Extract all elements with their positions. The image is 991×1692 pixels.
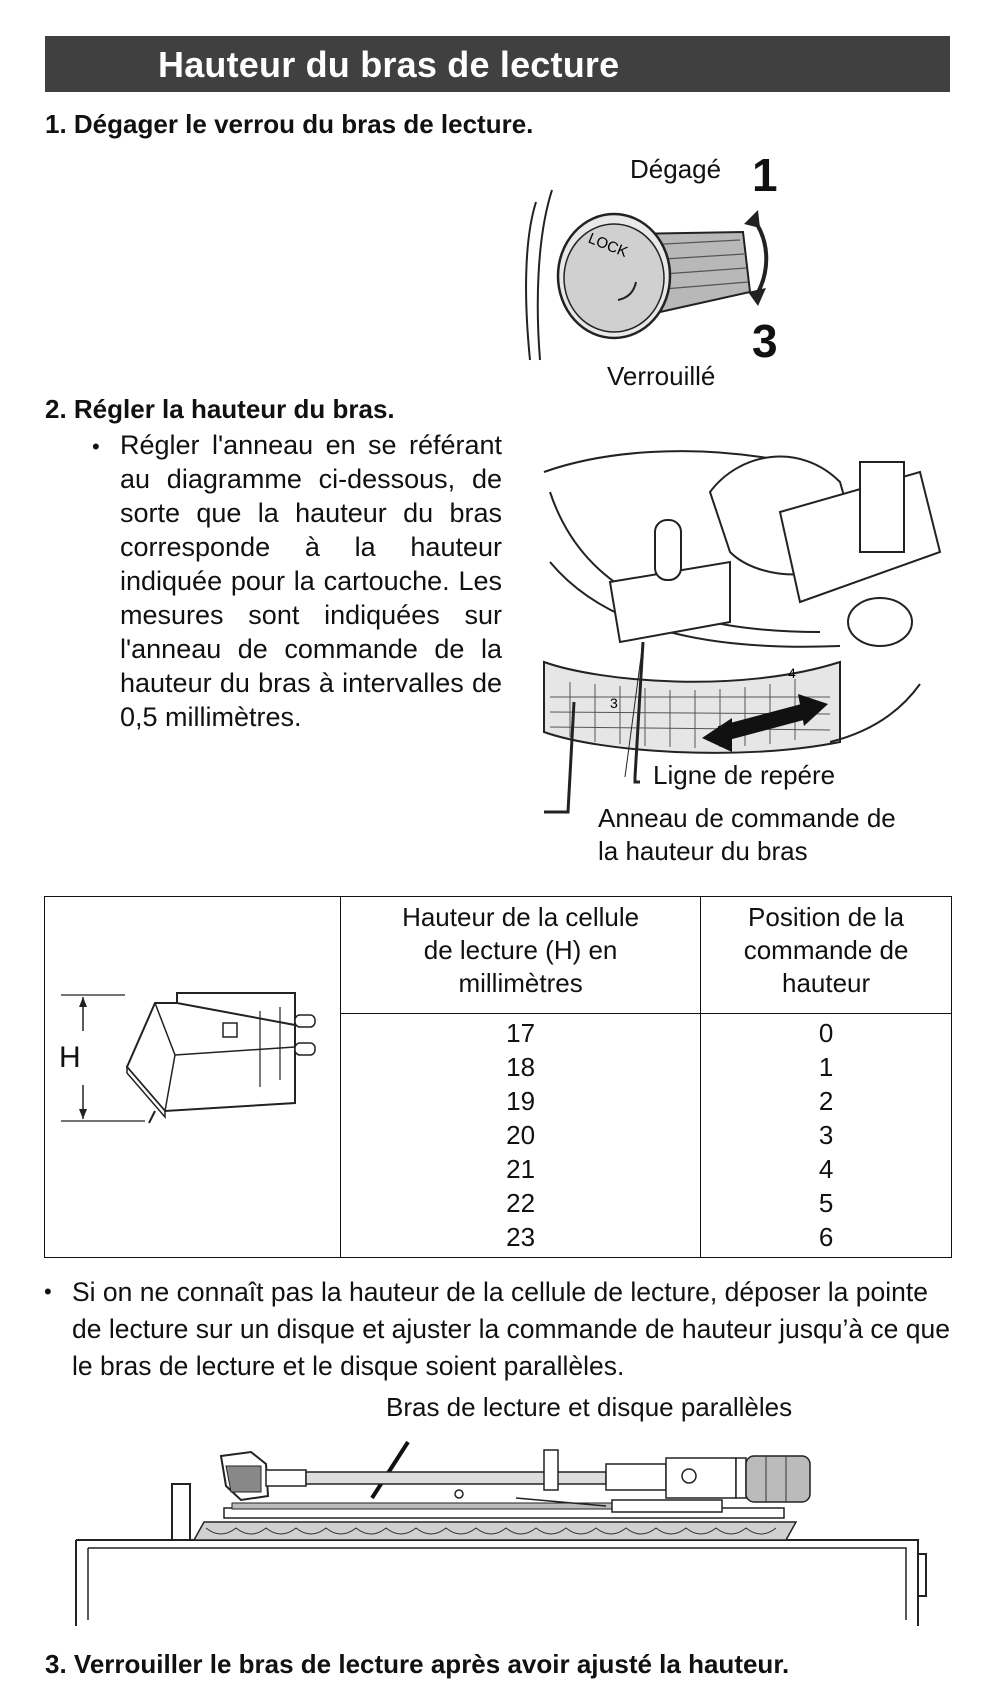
height-value: 22 (506, 1188, 536, 1218)
note-text: Si on ne connaît pas la hauteur de la cellule de lecture, déposer la pointe de lecture sur un disque et ajuster la commande de hauteur jusqu’à ce que le bras de lecture et le disque soient parallèles. (72, 1277, 950, 1381)
header-control-position (701, 897, 952, 1014)
header-height-line: Hauteur de la cellule (402, 902, 640, 932)
height-values (341, 1014, 701, 1258)
header-position-line: hauteur (781, 968, 871, 998)
position-value: 1 (818, 1052, 834, 1082)
position-value: 4 (818, 1154, 834, 1184)
header-height-line: millimètres (458, 968, 583, 998)
height-value: 23 (506, 1222, 536, 1252)
height-table (44, 896, 952, 1258)
step-2-heading: 2. Régler la hauteur du bras. (45, 394, 395, 424)
parallel-arm-label: Bras de lecture et disque parallèles (386, 1392, 793, 1422)
height-value: 19 (506, 1086, 536, 1116)
ring-scale-4: 4 (788, 665, 796, 681)
turntable-illustration (76, 1436, 926, 1626)
step-2-bullet: • (92, 434, 100, 459)
section-title: Hauteur du bras de lecture (158, 44, 620, 85)
position-value: 6 (818, 1222, 834, 1252)
cartridge-cell (45, 897, 341, 1258)
header-cartridge-height (341, 897, 701, 1014)
height-value: 18 (506, 1052, 536, 1082)
height-value: 21 (506, 1154, 536, 1184)
header-position-line: Position de la (748, 902, 905, 932)
height-value: 17 (506, 1018, 536, 1048)
step-1-heading: 1. Dégager le verrou du bras de lecture. (45, 109, 534, 139)
step-2-instructions: Régler l'anneau en se référant au diagramme ci-dessous, de sorte que la hauteur du bras corresponde à la hauteur indiquée pour la cartouche. Les mesures sont indiquées sur l'anneau de commande de la hauteur du bras à intervalles de 0,5 millimètres. (120, 430, 502, 732)
ring-label-line-1: Anneau de commande de (598, 803, 896, 833)
released-label: Dégagé (630, 154, 722, 184)
locked-number: 3 (752, 315, 778, 367)
locked-label: Verrouillé (607, 361, 716, 391)
released-number: 1 (752, 149, 778, 201)
position-values (701, 1014, 952, 1258)
step-3-heading: 3. Verrouiller le bras de lecture après avoir ajusté la hauteur. (45, 1649, 790, 1679)
note-bullet: • (44, 1279, 52, 1304)
cartridge-illustration (55, 985, 335, 1155)
cartridge-height-label: H (59, 1041, 81, 1074)
position-value: 0 (818, 1018, 834, 1048)
position-value: 3 (818, 1120, 834, 1150)
position-value: 2 (818, 1086, 834, 1116)
position-value: 5 (818, 1188, 834, 1218)
reference-line-label: Ligne de repére (653, 760, 836, 790)
lock-engraving: LOCK (585, 229, 630, 261)
ring-label-line-2: la hauteur du bras (598, 836, 808, 866)
header-position-line: commande de (743, 935, 909, 965)
header-height-line: de lecture (H) en (423, 935, 618, 965)
height-value: 20 (506, 1120, 536, 1150)
ring-scale-3: 3 (610, 695, 618, 711)
